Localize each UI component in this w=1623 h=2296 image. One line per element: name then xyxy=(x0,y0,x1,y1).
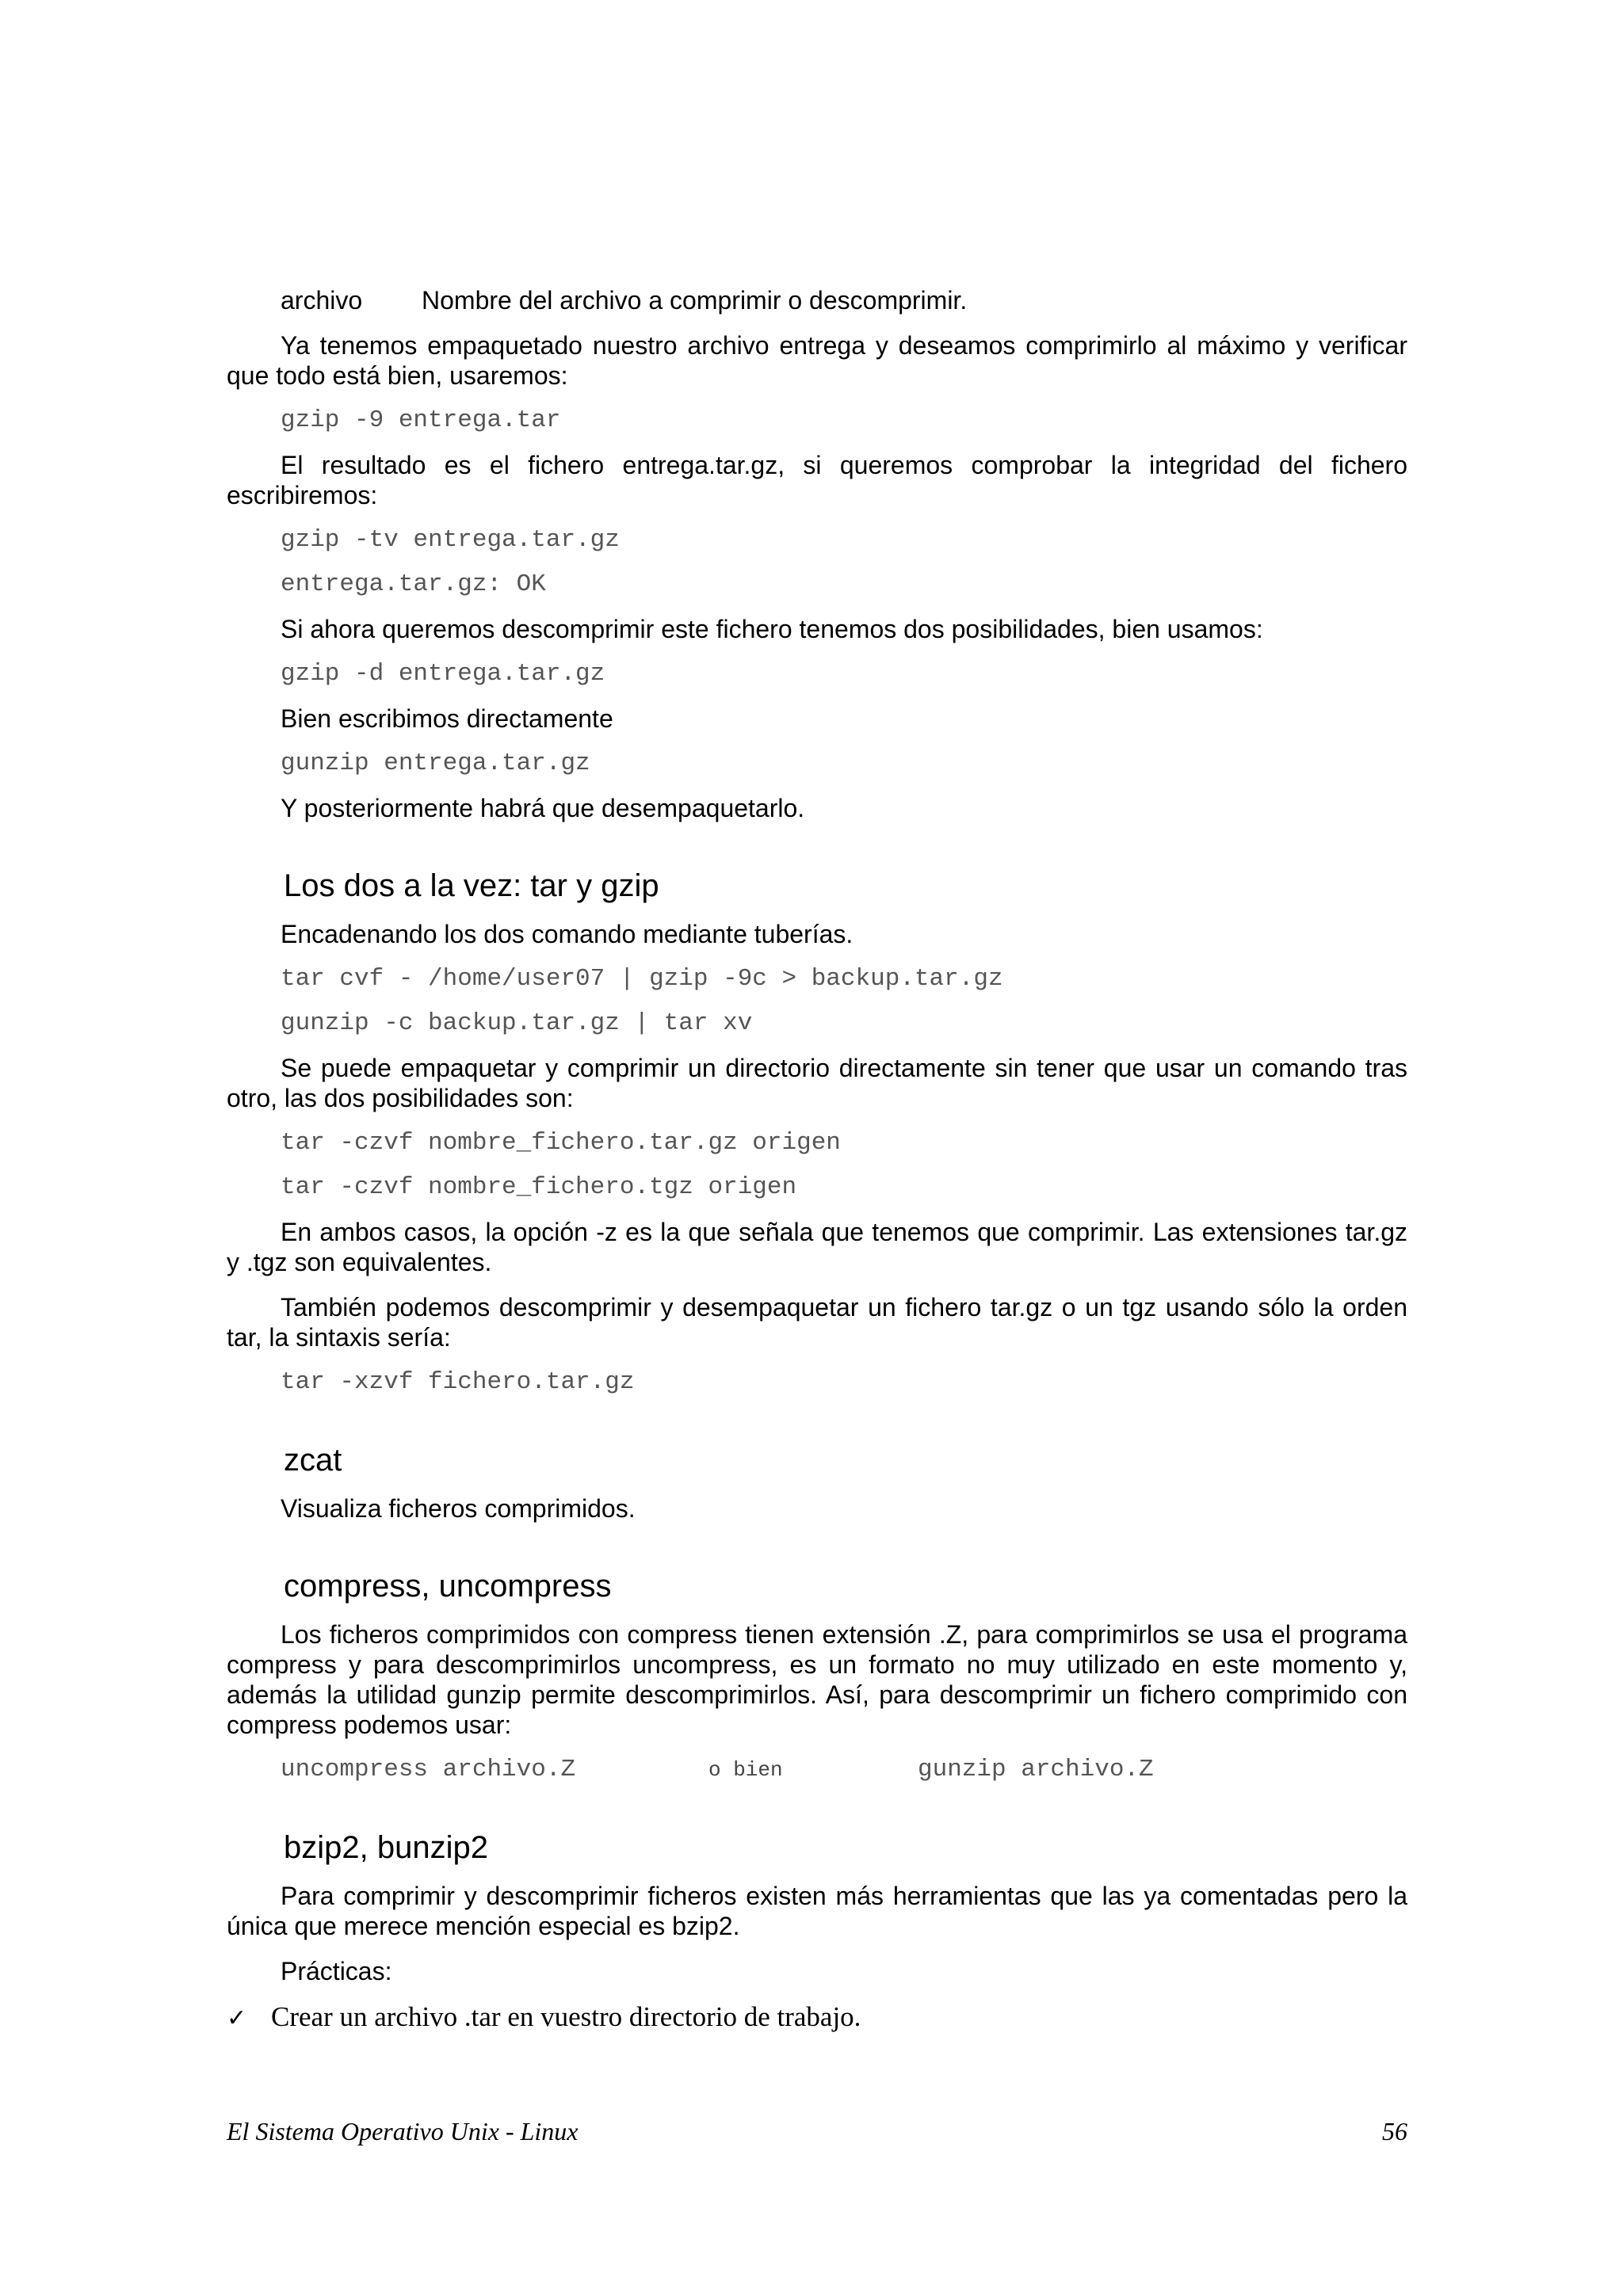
code-line: tar -xzvf fichero.tar.gz xyxy=(281,1368,635,1396)
code-connector: o bien xyxy=(708,1758,783,1782)
check-icon: ✓ xyxy=(227,2004,247,2032)
code-row xyxy=(281,1755,1407,1785)
code-line: gunzip -c backup.tar.gz | tar xv xyxy=(281,1009,753,1037)
page-number: 56 xyxy=(1382,2117,1407,2145)
code-line: gzip -d entrega.tar.gz xyxy=(281,660,605,688)
paragraph: Ya tenemos empaquetado nuestro archivo entrega y deseamos comprimirlo al máximo y verificar que todo está bien, usaremos: xyxy=(227,331,1407,390)
section-heading: Los dos a la vez: tar y gzip xyxy=(284,868,659,903)
paragraph: Se puede empaquetar y comprimir un directorio directamente sin tener que usar un comando tras otro, las dos posibilidades son: xyxy=(227,1054,1407,1112)
code-line: gzip -tv entrega.tar.gz xyxy=(281,526,620,554)
definition-desc: Nombre del archivo a comprimir o descomprimir. xyxy=(422,286,968,315)
page-content xyxy=(227,285,1407,2033)
section-heading: zcat xyxy=(284,1443,342,1478)
checklist-text: Crear un archivo .tar en vuestro directorio de trabajo. xyxy=(271,2001,861,2032)
code-line: gunzip archivo.Z xyxy=(918,1756,1154,1783)
paragraph: Bien escribimos directamente xyxy=(281,704,613,733)
checklist-item xyxy=(227,2001,1407,2033)
section-heading: compress, uncompress xyxy=(284,1569,612,1604)
code-line: gzip -9 entrega.tar xyxy=(281,406,561,434)
code-line: entrega.tar.gz: OK xyxy=(281,570,546,598)
paragraph: Encadenando los dos comando mediante tuberías. xyxy=(281,920,854,948)
footer-title: El Sistema Operativo Unix - Linux xyxy=(227,2117,579,2145)
paragraph: El resultado es el fichero entrega.tar.gz, si queremos comprobar la integridad del fichero escribiremos: xyxy=(227,451,1407,509)
paragraph: Los ficheros comprimidos con compress tienen extensión .Z, para comprimirlos se usa el programa compress y para descomprimirlos uncompress, es un formato no muy utilizado en este momento y, además la utilidad gunzip permite descomprimirlos. Así, para descomprimir un fichero comprimido con compress podemos usar: xyxy=(227,1620,1407,1739)
section-heading: bzip2, bunzip2 xyxy=(284,1830,488,1865)
definition-row xyxy=(281,285,1407,315)
code-line: tar -czvf nombre_fichero.tar.gz origen xyxy=(281,1129,841,1157)
paragraph: En ambos casos, la opción -z es la que señala que tenemos que comprimir. Las extensiones tar.gz y .tgz son equivalentes. xyxy=(227,1218,1407,1276)
paragraph: Prácticas: xyxy=(281,1957,392,1985)
definition-term: archivo xyxy=(281,286,363,315)
paragraph: Para comprimir y descomprimir ficheros existen más herramientas que las ya comentadas pero la única que merece mención especial es bzip2. xyxy=(227,1882,1407,1940)
paragraph: También podemos descomprimir y desempaquetar un fichero tar.gz o un tgz usando sólo la orden tar, la sintaxis sería: xyxy=(227,1293,1407,1352)
paragraph: Y posteriormente habrá que desempaquetarlo. xyxy=(281,794,805,822)
code-line: tar cvf - /home/user07 | gzip -9c > backup.tar.gz xyxy=(281,965,1003,993)
paragraph: Si ahora queremos descomprimir este fichero tenemos dos posibilidades, bien usamos: xyxy=(281,615,1263,643)
code-line: gunzip entrega.tar.gz xyxy=(281,749,590,777)
code-line: tar -czvf nombre_fichero.tgz origen xyxy=(281,1173,797,1201)
page-footer xyxy=(227,2117,1407,2146)
paragraph: Visualiza ficheros comprimidos. xyxy=(281,1494,636,1523)
code-line: uncompress archivo.Z xyxy=(281,1756,576,1783)
